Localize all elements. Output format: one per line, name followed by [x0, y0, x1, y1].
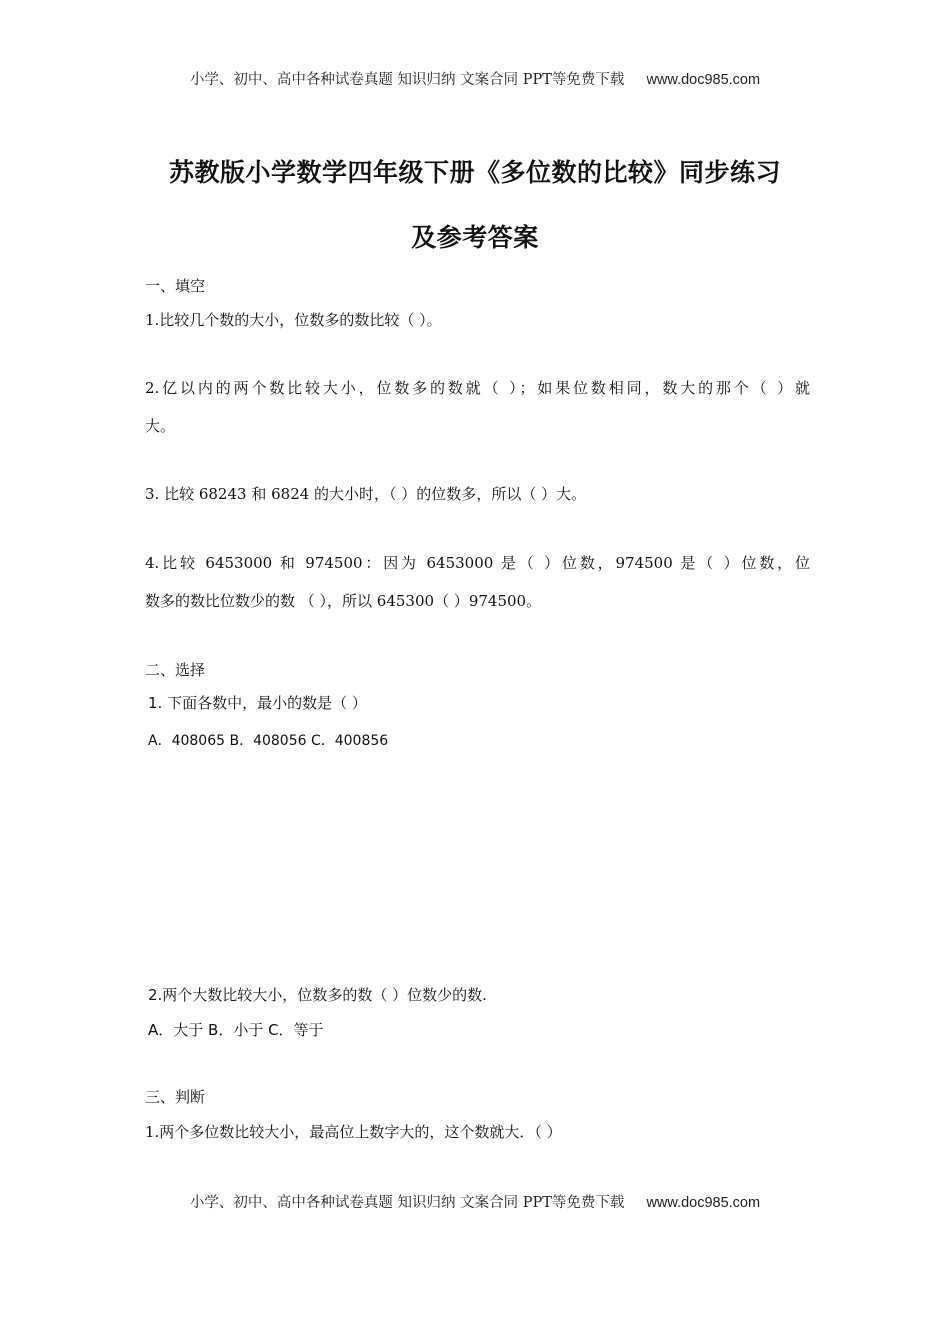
- choice-question-2: 2.两个大数比较大小，位数多的数（ ）位数少的数.: [148, 986, 487, 1004]
- fill-question-1: 1.比较几个数的大小，位数多的数比较（ ）。: [145, 311, 442, 329]
- section-judge-heading: 三、判断: [145, 1088, 206, 1106]
- choice-question-2-options: A．大于 B．小于 C．等于: [148, 1021, 324, 1039]
- header-text: 小学、初中、高中各种试卷真题 知识归纳 文案合同 PPT等免费下载: [189, 72, 625, 88]
- fill-question-2-line-1: 2.亿以内的两个数比较大小，位数多的数就（ ）；如果位数相同，数大的那个（ ）就: [145, 379, 810, 397]
- choice-question-1-options: A．408065 B．408056 C．400856: [148, 733, 389, 749]
- section-fill-heading: 一、填空: [145, 277, 206, 295]
- header-site-link[interactable]: www.doc985.com: [646, 72, 761, 88]
- page-header: [0, 68, 950, 89]
- footer-text: 小学、初中、高中各种试卷真题 知识归纳 文案合同 PPT等免费下载: [189, 1195, 625, 1211]
- fill-question-2-line-2: 大。: [145, 417, 176, 435]
- choice-question-1: 1. 下面各数中，最小的数是（ ）: [148, 694, 367, 712]
- page-footer: [0, 1191, 950, 1212]
- section-choice-heading: 二、选择: [145, 661, 206, 679]
- footer-site-link[interactable]: www.doc985.com: [646, 1195, 761, 1211]
- fill-question-4-line-1: 4.比较 6453000 和 974500：因为 6453000 是（ ）位数，974500 是（ ）位数，位: [145, 554, 810, 572]
- document-title: 苏教版小学数学四年级下册《多位数的比较》同步练习: [168, 158, 781, 187]
- judge-question-1: 1.两个多位数比较大小，最高位上数字大的，这个数就大．（ ）: [145, 1123, 562, 1141]
- document-subtitle: 及参考答案: [411, 223, 539, 252]
- fill-question-3: 3. 比较 68243 和 6824 的大小时，（ ）的位数多，所以（ ）大。: [145, 485, 587, 503]
- fill-question-4-line-2: 数多的数比位数少的数 （ ），所以 645300（ ）974500。: [145, 592, 542, 610]
